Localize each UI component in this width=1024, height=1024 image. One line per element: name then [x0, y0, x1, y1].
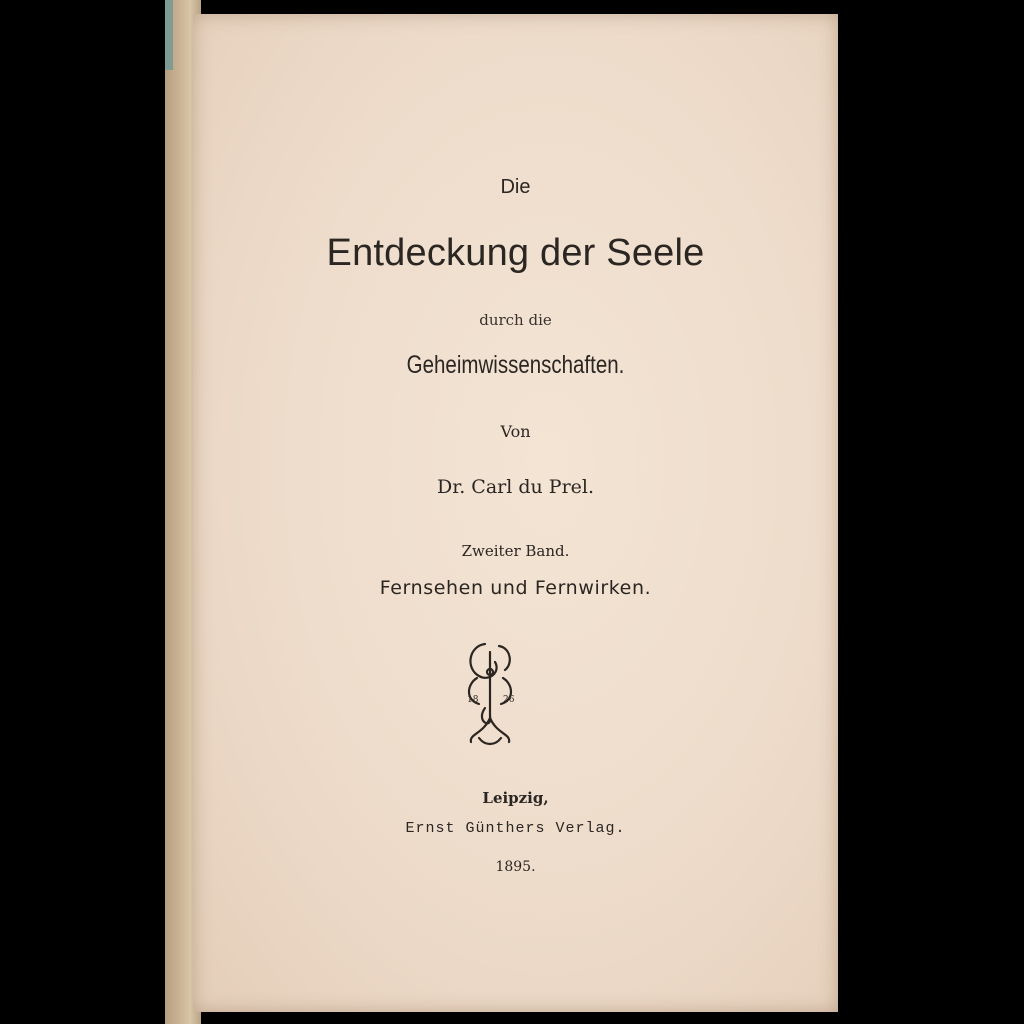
- volume-number: Zweiter Band.: [461, 542, 570, 560]
- author-by: Von: [500, 422, 531, 441]
- title-page: [193, 14, 838, 1012]
- monogram-year-left: 18: [467, 695, 479, 705]
- author-name: Dr. Carl du Prel.: [436, 476, 595, 498]
- title-article: Die: [500, 176, 531, 198]
- book-title: Entdeckung der Seele: [326, 232, 705, 274]
- publication-year: 1895.: [495, 859, 536, 875]
- publication-place: Leipzig,: [482, 789, 549, 807]
- title-connector: durch die: [479, 311, 552, 329]
- title-subject: Geheimwissenschaften.: [406, 351, 625, 379]
- publisher-name: Ernst Günthers Verlag.: [405, 820, 626, 837]
- volume-title: Fernsehen und Fernwirken.: [379, 577, 652, 599]
- publisher-monogram-icon: [455, 638, 525, 750]
- cover-edge: [165, 0, 173, 70]
- monogram-year-right: 26: [503, 695, 515, 705]
